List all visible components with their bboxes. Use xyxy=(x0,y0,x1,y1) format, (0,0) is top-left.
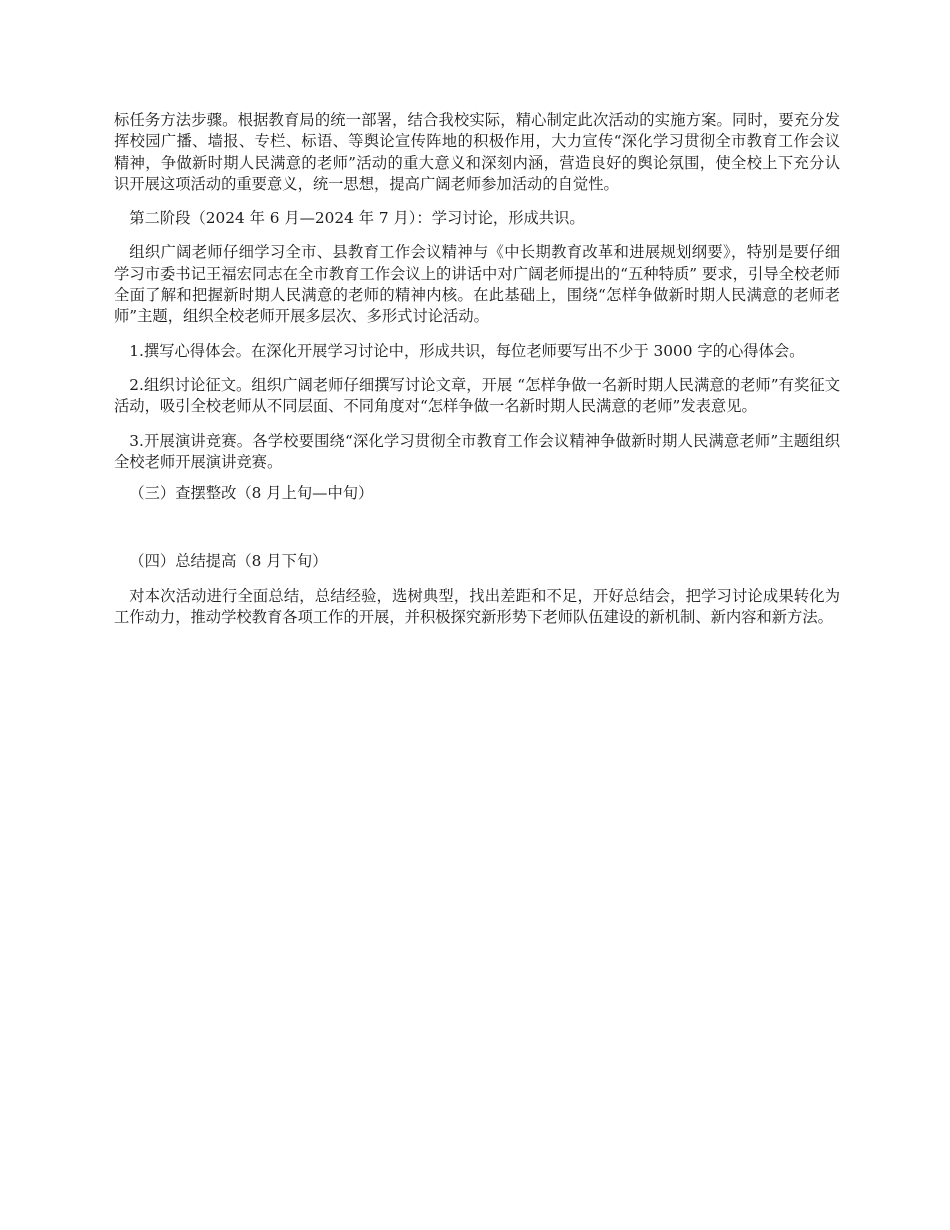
item-essay-contest: 2.组织讨论征文。组织广阔老师仔细撰写讨论文章，开展 “怎样争做一名新时期人民满意的老师”有奖征文活动，吸引全校老师从不同层面、不同角度对“怎样争做一名新时期人民满意的老师”发表意见。 xyxy=(114,375,840,416)
heading-summary: （四）总结提高（8 月下旬） xyxy=(129,552,328,571)
document-body xyxy=(114,110,840,628)
item-speech-contest: 3.开展演讲竞赛。各学校要围绕“深化学习贯彻全市教育工作会议精神争做新时期人民满意老师”主题组织全校老师开展演讲竞赛。 xyxy=(114,431,840,471)
item-write-reflection: 1.撰写心得体会。在深化开展学习讨论中，形成共识，每位老师要写出不少于 3000 字的心得体会。 xyxy=(129,341,805,360)
heading-stage-two: 第二阶段（2024 年 6 月—2024 年 7 月）：学习讨论，形成共识。 xyxy=(129,209,585,228)
paragraph-summary: 对本次活动进行全面总结，总结经验，选树典型，找出差距和不足，开好总结会，把学习讨论成果转化为工作动力，推动学校教育各项工作的开展，并积极探究新形势下老师队伍建设的新机制、新内容和新方法。 xyxy=(114,586,840,627)
heading-rectification: （三）查摆整改（8 月上旬—中旬） xyxy=(129,484,374,503)
paragraph-study-discussion: 组织广阔老师仔细学习全市、县教育工作会议精神与《中长期教育改革和进展规划纲要》，特别是要仔细学习市委书记王福宏同志在全市教育工作会议上的讲话中对广阔老师提出的“五种特质” 要求，引导全校老师全面了解和把握新时期人民满意的老师的精神内核。在此基础上，围绕“怎样争做新时期人民满意的老师老师”主题，组织全校老师开展多层次、多形式讨论活动。 xyxy=(114,243,840,326)
paragraph-publicity: 标任务方法步骤。根据教育局的统一部署，结合我校实际，精心制定此次活动的实施方案。同时，要充分发挥校园广播、墙报、专栏、标语、等舆论宣传阵地的积极作用，大力宣传“深化学习贯彻全市教育工作会议精神，争做新时期人民满意的老师”活动的重大意义和深刻内涵，营造良好的舆论氛围，使全校上下充分认识开展这项活动的重要意义，统一思想，提高广阔老师参加活动的自觉性。 xyxy=(114,111,840,193)
